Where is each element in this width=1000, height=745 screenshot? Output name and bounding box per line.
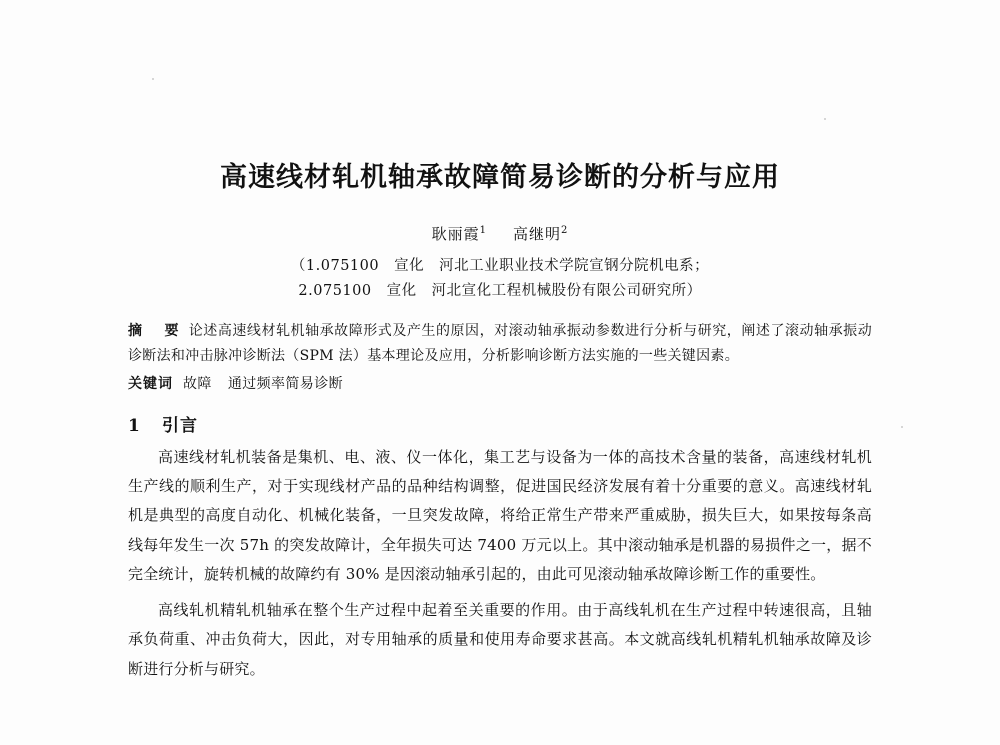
affiliation-line-2: 2.075100 宣化 河北宣化工程机械股份有限公司研究所） [298,283,702,300]
paper-content [128,0,872,745]
author-list [128,223,872,244]
keywords-label: 关键词 [128,375,173,392]
affiliations [128,254,872,305]
author-1-affil-marker: 1 [479,225,487,237]
section-heading [128,411,872,436]
abstract-text: 论述高速线材轧机轴承故障形式及产生的原因，对滚动轴承振动参数进行分析与研究，阐述了滚动轴承振动诊断法和冲击脉冲诊断法（SPM 法）基本理论及应用，分析影响诊断方法实施的一些关键因素。 [128,322,872,365]
scan-speckle [901,426,903,428]
abstract-block [128,319,872,370]
affiliation-line-1: （1.075100 宣化 河北工业职业技术学院宣钢分院机电系； [290,258,710,275]
author-1-name: 耿丽霞 [431,225,480,244]
keyword-item: 通过频率简易诊断 [227,375,344,392]
author-2-affil-marker: 2 [561,225,569,237]
abstract-label: 摘 要 [128,322,183,339]
body-paragraph: 高速线材轧机装备是集机、电、液、仪一体化，集工艺与设备为一体的高技术含量的装备，高速线材轧机生产线的顺利生产，对于实现线材产品的品种结构调整，促进国民经济发展有着十分重要的意义。高速线材轧机是典型的高度自动化、机械化装备，一旦突发故障，将给正常生产带来严重威胁，损失巨大，如果按每条高线每年发生一次 57h 的突发故障计，全年损失可达 7400 万元以上。其中滚动轴承是机器的易损件之一，据不完全统计，旋转机械的故障约有 30% 是因滚动轴承引起的，由此可见滚动轴承故障诊断工作的重要性。 [128,447,872,583]
keywords-block [128,372,872,397]
section-number: 1 [128,415,141,436]
author-2-name: 高继明 [513,225,562,244]
page-title: 高速线材轧机轴承故障简易诊断的分析与应用 [220,162,780,193]
keyword-item: 故障 [183,375,212,392]
section-title: 引言 [162,415,198,436]
body-paragraph: 高线轧机精轧机轴承在整个生产过程中起着至关重要的作用。由于高线轧机在生产过程中转速很高，且轴承负荷重、冲击负荷大，因此，对专用轴承的质量和使用寿命要求甚高。本文就高线轧机精轧机轴承故障及诊断进行分析与研究。 [128,601,872,678]
